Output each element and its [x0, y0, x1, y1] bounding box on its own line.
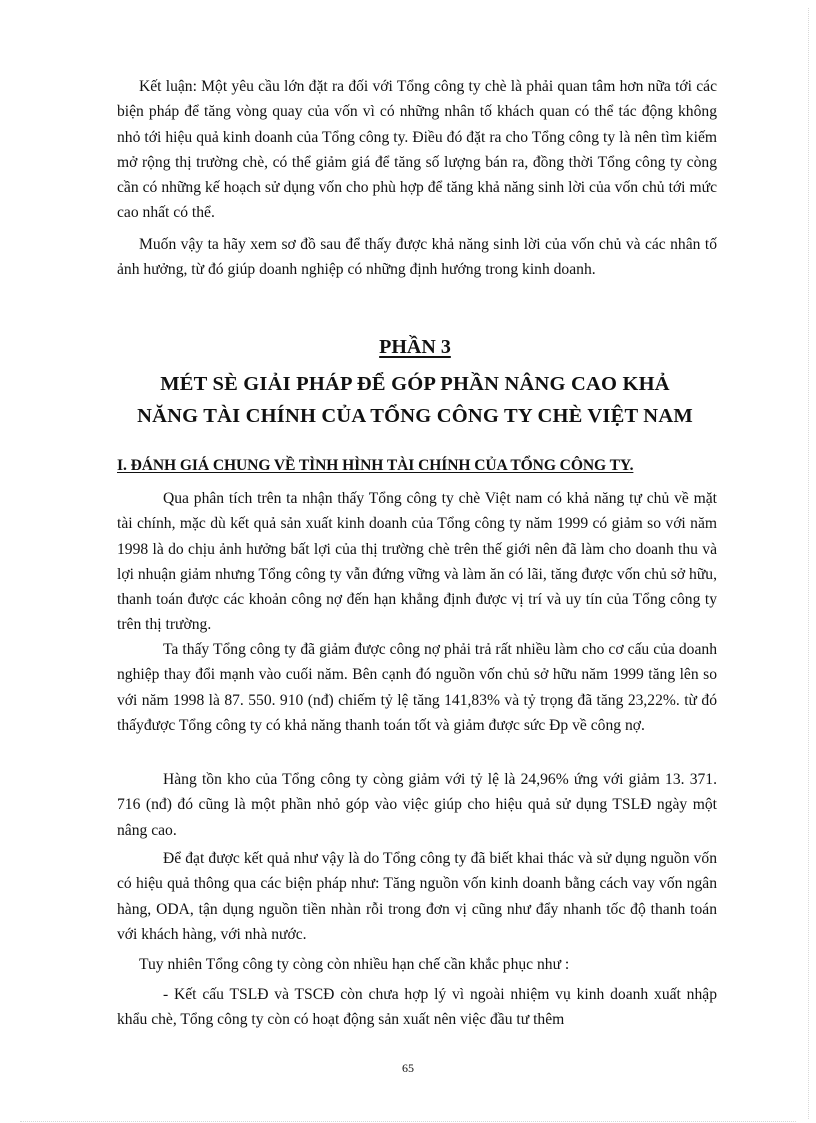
part-title: PHẦN 3 [379, 336, 451, 358]
paragraph-inventory: Hàng tồn kho của Tổng công ty còng giảm với tỷ lệ là 24,96% ứng với giảm 13. 371. 716 (nđ) đó cũng là một phần nhỏ góp vào việc giúp cho hiệu quả sử dụng TSLĐ ngày một nâng cao. [117, 771, 717, 839]
paragraph-capital-usage: Để đạt được kết quả như vậy là do Tổng công ty đã biết khai thác và sử dụng nguồn vốn có hiệu quả thông qua các biện pháp như: Tăng nguồn vốn kinh doanh bằng cách vay vốn ngân hàng, ODA, tận dụng nguồn tiền nhàn rỗi trong đơn vị cũng như đẩy nhanh tốc độ thanh toán với khách hàng, với nhà nước. [117, 850, 717, 943]
paragraph-diagram-intro: Muốn vậy ta hãy xem sơ đồ sau để thấy được khả năng sinh lời của vốn chủ và các nhân tố ảnh hưởng, từ đó giúp doanh nghiệp có những định hướng trong kinh doanh. [117, 236, 717, 279]
paragraph-asset-structure: - Kết cấu TSLĐ và TSCĐ còn chưa hợp lý vì ngoài nhiệm vụ kinh doanh xuất nhập khẩu chè, Tổng công ty còn có hoạt động sản xuất nên việc đầu tư thêm [117, 986, 717, 1029]
main-title-line-2: NĂNG TÀI CHÍNH CỦA TỔNG CÔNG TY CHÈ VIỆT NAM [137, 405, 693, 427]
paragraph-limitations: Tuy nhiên Tổng công ty còng còn nhiều hạn chế cần khắc phục như : [139, 956, 570, 973]
page-border-bottom [20, 1121, 796, 1122]
main-title [100, 368, 730, 432]
paragraph-financial-autonomy: Qua phân tích trên ta nhận thấy Tổng công ty chè Việt nam có khả năng tự chủ về mặt tài chính, mặc dù kết quả sản xuất kinh doanh của Tổng công ty năm 1999 có giảm so với năm 1998 là do chịu ảnh hưởng bất lợi của thị trường chè trên thế giới nên đã làm cho doanh thu và lợi nhuận giảm nhưng Tổng công ty vẫn đứng vững và làm ăn có lãi, tăng được vốn chủ sở hữu, thanh toán được các khoản công nợ đến hạn khẳng định được vị trí và uy tín của Tổng công ty trên thị trường. [117, 490, 717, 634]
page-border-right [808, 8, 809, 1119]
page-number: 65 [402, 1061, 414, 1075]
section-heading: I. ĐÁNH GIÁ CHUNG VỀ TÌNH HÌNH TÀI CHÍNH CỦA TỔNG CÔNG TY. [117, 457, 634, 474]
main-title-line-1: MÉT SÈ GIẢI PHÁP ĐỂ GÓP PHẦN NÂNG CAO KHẢ [160, 373, 670, 395]
paragraph-debt-reduction: Ta thấy Tổng công ty đã giảm được công nợ phải trả rất nhiều làm cho cơ cấu của doanh nghiệp thay đổi mạnh vào cuối năm. Bên cạnh đó nguồn vốn chủ sở hữu năm 1999 tăng lên so với năm 1998 là 87. 550. 910 (nđ) chiếm tỷ lệ tăng 141,83% và tỷ trọng đã tăng 23,22%. từ đó thấyđược Tổng công ty có khả năng thanh toán tốt và giảm được sức Ðp về công nợ. [117, 641, 717, 734]
paragraph-conclusion: Kết luận: Một yêu cầu lớn đặt ra đối với Tổng công ty chè là phải quan tâm hơn nữa tới các biện pháp để tăng vòng quay của vốn vì có những nhân tố khách quan có thể tác động không nhỏ tới hiệu quả kinh doanh của Tổng công ty. Điều đó đặt ra cho Tổng công ty là nên tìm kiếm mở rộng thị trường chè, có thể giảm giá để tăng số lượng bán ra, đồng thời Tổng công ty còng cần có những kế hoạch sử dụng vốn cho phù hợp để tăng khả năng sinh lời của vốn chủ tới mức cao nhất có thể. [117, 78, 717, 222]
